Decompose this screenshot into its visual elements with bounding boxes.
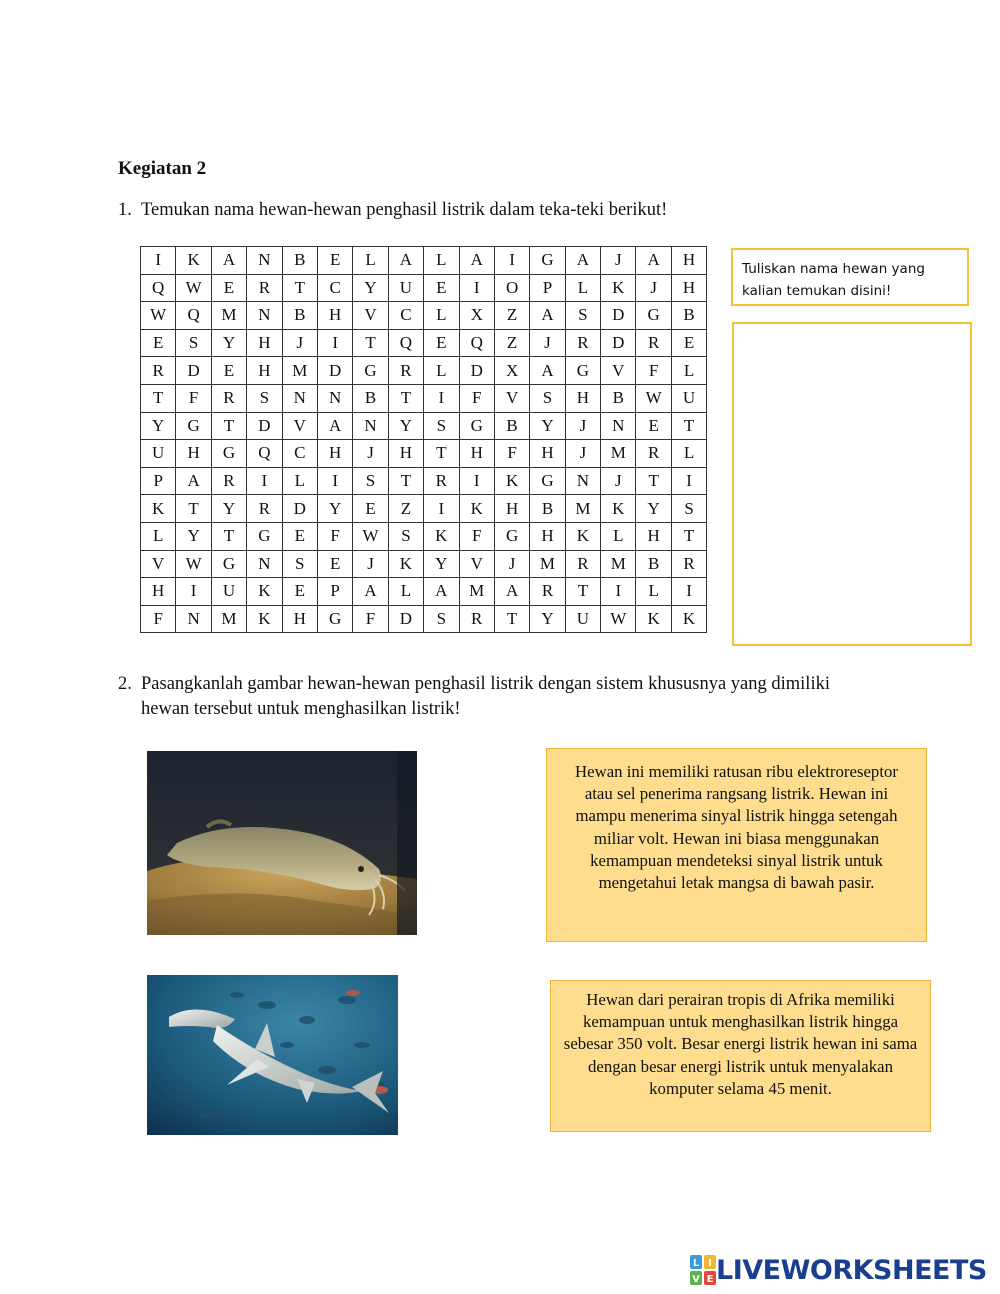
question-2-line2: hewan tersebut untuk menghasilkan listrik! <box>141 699 461 719</box>
grid-cell[interactable]: K <box>565 522 600 550</box>
grid-cell[interactable]: T <box>141 384 176 412</box>
grid-cell[interactable]: H <box>282 605 317 633</box>
grid-cell[interactable]: I <box>247 467 282 495</box>
grid-cell[interactable]: D <box>601 302 636 330</box>
grid-cell[interactable]: W <box>353 522 388 550</box>
grid-cell[interactable]: Y <box>636 495 671 523</box>
grid-cell[interactable]: H <box>494 495 529 523</box>
grid-cell[interactable]: L <box>141 522 176 550</box>
grid-cell[interactable]: E <box>211 357 246 385</box>
grid-cell[interactable]: H <box>176 440 211 468</box>
grid-cell[interactable]: Y <box>211 495 246 523</box>
grid-cell[interactable]: H <box>388 440 423 468</box>
grid-cell[interactable]: Q <box>388 329 423 357</box>
grid-cell[interactable]: L <box>565 274 600 302</box>
grid-cell[interactable]: R <box>636 329 671 357</box>
grid-cell[interactable]: N <box>317 384 352 412</box>
logo-icon-letter: E <box>706 1274 714 1285</box>
grid-cell[interactable]: Y <box>353 274 388 302</box>
grid-cell[interactable]: J <box>601 247 636 275</box>
grid-cell[interactable]: I <box>317 467 352 495</box>
grid-cell[interactable]: H <box>317 440 352 468</box>
grid-cell[interactable]: R <box>459 605 494 633</box>
grid-cell[interactable]: G <box>636 302 671 330</box>
grid-cell[interactable]: T <box>671 522 706 550</box>
grid-cell[interactable]: I <box>671 578 706 606</box>
grid-cell[interactable]: E <box>282 578 317 606</box>
grid-cell[interactable]: N <box>176 605 211 633</box>
grid-cell[interactable]: A <box>424 578 459 606</box>
grid-cell[interactable]: E <box>424 274 459 302</box>
grid-cell[interactable]: N <box>247 247 282 275</box>
grid-cell[interactable]: R <box>247 495 282 523</box>
grid-row <box>141 274 707 302</box>
grid-cell[interactable]: J <box>636 274 671 302</box>
grid-cell[interactable]: Y <box>530 412 565 440</box>
grid-cell[interactable]: A <box>636 247 671 275</box>
grid-cell[interactable]: O <box>494 274 529 302</box>
grid-cell[interactable]: D <box>459 357 494 385</box>
grid-cell[interactable]: H <box>671 247 706 275</box>
question-2-line1: Pasangkanlah gambar hewan-hewan penghasil listrik dengan sistem khususnya yang dimiliki <box>141 674 830 694</box>
grid-cell[interactable]: H <box>530 440 565 468</box>
grid-cell[interactable]: S <box>565 302 600 330</box>
grid-cell[interactable]: G <box>530 247 565 275</box>
grid-cell[interactable]: G <box>211 440 246 468</box>
grid-cell[interactable]: D <box>282 495 317 523</box>
grid-cell[interactable]: W <box>176 274 211 302</box>
grid-cell[interactable]: Q <box>459 329 494 357</box>
grid-cell[interactable]: M <box>601 440 636 468</box>
answer-prompt: Tuliskan nama hewan yang kalian temukan disini! <box>731 248 969 306</box>
grid-cell[interactable]: E <box>211 274 246 302</box>
grid-cell[interactable]: T <box>211 522 246 550</box>
grid-cell[interactable]: A <box>176 467 211 495</box>
word-search-grid <box>140 246 707 633</box>
grid-cell[interactable]: B <box>671 302 706 330</box>
grid-cell[interactable]: I <box>424 384 459 412</box>
grid-cell[interactable]: P <box>317 578 352 606</box>
grid-cell[interactable]: G <box>176 412 211 440</box>
grid-cell[interactable]: V <box>141 550 176 578</box>
grid-cell[interactable]: S <box>530 384 565 412</box>
grid-cell[interactable]: G <box>530 467 565 495</box>
grid-cell[interactable]: G <box>317 605 352 633</box>
grid-cell[interactable]: V <box>459 550 494 578</box>
grid-cell[interactable]: H <box>317 302 352 330</box>
question-2-number: 2. <box>118 674 132 694</box>
grid-cell[interactable]: I <box>671 467 706 495</box>
grid-cell[interactable]: R <box>636 440 671 468</box>
grid-cell[interactable]: M <box>601 550 636 578</box>
grid-cell[interactable]: L <box>388 578 423 606</box>
grid-cell[interactable]: H <box>530 522 565 550</box>
logo-icon-letter: L <box>692 1258 700 1269</box>
question-1-text: Temukan nama hewan-hewan penghasil listrik dalam teka-teki berikut! <box>141 200 668 220</box>
grid-cell[interactable]: F <box>176 384 211 412</box>
grid-cell[interactable]: R <box>424 467 459 495</box>
grid-cell[interactable]: I <box>459 274 494 302</box>
grid-cell[interactable]: A <box>388 247 423 275</box>
grid-cell[interactable]: K <box>601 495 636 523</box>
grid-cell[interactable]: K <box>459 495 494 523</box>
grid-cell[interactable]: V <box>601 357 636 385</box>
grid-cell[interactable]: U <box>211 578 246 606</box>
grid-cell[interactable]: R <box>211 467 246 495</box>
grid-cell[interactable]: H <box>141 578 176 606</box>
grid-cell[interactable]: V <box>282 412 317 440</box>
liveworksheets-logo-icon <box>690 1255 716 1285</box>
grid-cell[interactable]: C <box>388 302 423 330</box>
answer-input-box[interactable] <box>732 322 972 646</box>
grid-cell[interactable]: U <box>141 440 176 468</box>
grid-cell[interactable]: F <box>141 605 176 633</box>
grid-cell[interactable]: K <box>636 605 671 633</box>
grid-cell[interactable]: I <box>459 467 494 495</box>
grid-cell[interactable]: P <box>141 467 176 495</box>
grid-cell[interactable]: K <box>176 247 211 275</box>
grid-cell[interactable]: R <box>565 329 600 357</box>
grid-cell[interactable]: V <box>353 302 388 330</box>
grid-cell[interactable]: E <box>317 247 352 275</box>
grid-cell[interactable]: Y <box>388 412 423 440</box>
grid-cell[interactable]: K <box>247 605 282 633</box>
grid-row <box>141 440 707 468</box>
grid-cell[interactable]: K <box>671 605 706 633</box>
grid-cell[interactable]: T <box>636 467 671 495</box>
grid-cell[interactable]: Q <box>247 440 282 468</box>
grid-cell[interactable]: K <box>601 274 636 302</box>
grid-cell[interactable]: L <box>353 247 388 275</box>
grid-cell[interactable]: G <box>211 550 246 578</box>
grid-cell[interactable]: E <box>636 412 671 440</box>
grid-row <box>141 384 707 412</box>
grid-cell[interactable]: C <box>317 274 352 302</box>
grid-cell[interactable]: T <box>565 578 600 606</box>
grid-cell[interactable]: S <box>353 467 388 495</box>
grid-cell[interactable]: D <box>176 357 211 385</box>
grid-cell[interactable]: Z <box>494 329 529 357</box>
grid-cell[interactable]: E <box>317 550 352 578</box>
grid-cell[interactable]: M <box>211 302 246 330</box>
grid-cell[interactable]: G <box>565 357 600 385</box>
info-box-electric-fish[interactable]: Hewan dari perairan tropis di Afrika memiliki kemampuan untuk menghasilkan listrik hingga sebesar 350 volt. Besar energi listrik hewan ini sama dengan besar energi listrik untuk menyalakan komputer selama 45 menit. <box>550 980 931 1132</box>
grid-cell[interactable]: M <box>530 550 565 578</box>
grid-cell[interactable]: N <box>247 550 282 578</box>
grid-cell[interactable]: N <box>601 412 636 440</box>
grid-cell[interactable]: M <box>211 605 246 633</box>
grid-row <box>141 357 707 385</box>
grid-cell[interactable]: I <box>494 247 529 275</box>
info-box-catfish[interactable]: Hewan ini memiliki ratusan ribu elektroreseptor atau sel penerima rangsang listrik. Hewan ini mampu menerima sinyal listrik hingga setengah miliar volt. Hewan ini biasa menggunakan kemampuan mendeteksi sinyal listrik untuk mengetahui letak mangsa di bawah pasir. <box>546 748 927 942</box>
grid-cell[interactable]: T <box>494 605 529 633</box>
grid-cell[interactable]: F <box>636 357 671 385</box>
grid-cell[interactable]: S <box>424 605 459 633</box>
grid-cell[interactable]: H <box>459 440 494 468</box>
logo-icon-letter: V <box>692 1274 700 1285</box>
grid-cell[interactable]: K <box>424 522 459 550</box>
grid-cell[interactable]: W <box>141 302 176 330</box>
grid-cell[interactable]: C <box>282 440 317 468</box>
grid-cell[interactable]: Y <box>176 522 211 550</box>
grid-cell[interactable]: E <box>282 522 317 550</box>
grid-cell[interactable]: A <box>211 247 246 275</box>
hammerhead-shark-photo[interactable] <box>147 975 398 1135</box>
grid-cell[interactable]: L <box>601 522 636 550</box>
activity-heading: Kegiatan 2 <box>118 158 207 179</box>
grid-cell[interactable]: H <box>247 357 282 385</box>
grid-cell[interactable]: Y <box>317 495 352 523</box>
grid-cell[interactable]: G <box>494 522 529 550</box>
grid-cell[interactable]: U <box>671 384 706 412</box>
grid-cell[interactable]: D <box>247 412 282 440</box>
grid-cell[interactable]: J <box>565 440 600 468</box>
grid-cell[interactable]: U <box>565 605 600 633</box>
grid-cell[interactable]: I <box>176 578 211 606</box>
grid-cell[interactable]: A <box>530 302 565 330</box>
grid-cell[interactable]: H <box>247 329 282 357</box>
grid-cell[interactable]: A <box>317 412 352 440</box>
grid-cell[interactable]: X <box>459 302 494 330</box>
grid-cell[interactable]: A <box>353 578 388 606</box>
grid-cell[interactable]: Z <box>388 495 423 523</box>
grid-cell[interactable]: K <box>141 495 176 523</box>
grid-row <box>141 302 707 330</box>
grid-cell[interactable]: U <box>388 274 423 302</box>
grid-cell[interactable]: J <box>282 329 317 357</box>
liveworksheets-logo <box>690 1252 987 1288</box>
grid-cell[interactable]: J <box>530 329 565 357</box>
grid-cell[interactable]: B <box>601 384 636 412</box>
grid-cell[interactable]: G <box>247 522 282 550</box>
grid-cell[interactable]: G <box>353 357 388 385</box>
grid-cell[interactable]: B <box>636 550 671 578</box>
grid-cell[interactable]: L <box>671 440 706 468</box>
grid-cell[interactable]: K <box>247 578 282 606</box>
grid-cell[interactable]: I <box>601 578 636 606</box>
grid-cell[interactable]: S <box>282 550 317 578</box>
grid-cell[interactable]: A <box>459 247 494 275</box>
grid-row <box>141 522 707 550</box>
grid-cell[interactable]: S <box>424 412 459 440</box>
grid-cell[interactable]: J <box>601 467 636 495</box>
grid-cell[interactable]: L <box>671 357 706 385</box>
grid-cell[interactable]: B <box>282 302 317 330</box>
grid-cell[interactable]: T <box>671 412 706 440</box>
grid-cell[interactable]: F <box>494 440 529 468</box>
grid-cell[interactable]: A <box>530 357 565 385</box>
grid-cell[interactable]: Y <box>141 412 176 440</box>
grid-cell[interactable]: K <box>388 550 423 578</box>
grid-cell[interactable]: T <box>176 495 211 523</box>
logo-icon-letter: I <box>708 1258 712 1269</box>
grid-cell[interactable]: I <box>317 329 352 357</box>
grid-cell[interactable]: R <box>211 384 246 412</box>
grid-cell[interactable]: F <box>459 384 494 412</box>
grid-cell[interactable]: H <box>671 274 706 302</box>
grid-cell[interactable]: E <box>141 329 176 357</box>
grid-cell[interactable]: B <box>494 412 529 440</box>
grid-cell[interactable]: M <box>565 495 600 523</box>
grid-cell[interactable]: S <box>176 329 211 357</box>
grid-cell[interactable]: N <box>247 302 282 330</box>
grid-cell[interactable]: E <box>424 329 459 357</box>
grid-cell[interactable]: R <box>530 578 565 606</box>
grid-cell[interactable]: E <box>353 495 388 523</box>
grid-cell[interactable]: W <box>176 550 211 578</box>
grid-cell[interactable]: R <box>247 274 282 302</box>
grid-cell[interactable]: F <box>317 522 352 550</box>
grid-cell[interactable]: Y <box>211 329 246 357</box>
grid-cell[interactable]: S <box>388 522 423 550</box>
grid-cell[interactable]: Y <box>530 605 565 633</box>
grid-cell[interactable]: L <box>424 247 459 275</box>
grid-cell[interactable]: T <box>388 384 423 412</box>
grid-cell[interactable]: D <box>388 605 423 633</box>
grid-cell[interactable]: A <box>565 247 600 275</box>
question-2 <box>118 672 918 722</box>
grid-cell[interactable]: F <box>353 605 388 633</box>
grid-cell[interactable]: J <box>353 440 388 468</box>
grid-cell[interactable]: V <box>494 384 529 412</box>
grid-cell[interactable]: J <box>494 550 529 578</box>
grid-cell[interactable]: I <box>141 247 176 275</box>
grid-cell[interactable]: T <box>353 329 388 357</box>
grid-row <box>141 412 707 440</box>
grid-cell[interactable]: Q <box>176 302 211 330</box>
grid-cell[interactable]: R <box>671 550 706 578</box>
grid-cell[interactable]: P <box>530 274 565 302</box>
grid-cell[interactable]: F <box>459 522 494 550</box>
grid-row <box>141 329 707 357</box>
grid-cell[interactable]: T <box>424 440 459 468</box>
grid-cell[interactable]: M <box>459 578 494 606</box>
grid-cell[interactable]: R <box>141 357 176 385</box>
grid-cell[interactable]: B <box>282 247 317 275</box>
grid-cell[interactable]: R <box>565 550 600 578</box>
grid-cell[interactable]: L <box>424 357 459 385</box>
grid-cell[interactable]: Z <box>494 302 529 330</box>
grid-cell[interactable]: B <box>530 495 565 523</box>
grid-cell[interactable]: L <box>636 578 671 606</box>
grid-cell[interactable]: H <box>565 384 600 412</box>
grid-row <box>141 467 707 495</box>
grid-row <box>141 578 707 606</box>
grid-cell[interactable]: L <box>282 467 317 495</box>
question-1-number: 1. <box>118 200 132 220</box>
grid-cell[interactable]: X <box>494 357 529 385</box>
catfish-photo[interactable] <box>147 751 417 935</box>
grid-cell[interactable]: N <box>353 412 388 440</box>
grid-cell[interactable]: T <box>282 274 317 302</box>
grid-cell[interactable]: W <box>636 384 671 412</box>
grid-cell[interactable]: N <box>565 467 600 495</box>
grid-row <box>141 495 707 523</box>
grid-cell[interactable]: D <box>317 357 352 385</box>
grid-cell[interactable]: M <box>282 357 317 385</box>
grid-cell[interactable]: E <box>671 329 706 357</box>
grid-cell[interactable]: B <box>353 384 388 412</box>
grid-cell[interactable]: T <box>211 412 246 440</box>
grid-cell[interactable]: H <box>636 522 671 550</box>
question-1 <box>118 198 667 223</box>
grid-cell[interactable]: G <box>459 412 494 440</box>
grid-cell[interactable]: I <box>424 495 459 523</box>
grid-row <box>141 247 707 275</box>
grid-cell[interactable]: N <box>282 384 317 412</box>
grid-cell[interactable]: T <box>388 467 423 495</box>
grid-cell[interactable]: J <box>353 550 388 578</box>
grid-cell[interactable]: S <box>671 495 706 523</box>
grid-row <box>141 605 707 633</box>
grid-cell[interactable]: L <box>424 302 459 330</box>
grid-cell[interactable]: J <box>565 412 600 440</box>
grid-cell[interactable]: Q <box>141 274 176 302</box>
grid-cell[interactable]: D <box>601 329 636 357</box>
grid-cell[interactable]: Y <box>424 550 459 578</box>
grid-row <box>141 550 707 578</box>
grid-cell[interactable]: K <box>494 467 529 495</box>
grid-cell[interactable]: S <box>247 384 282 412</box>
grid-cell[interactable]: R <box>388 357 423 385</box>
liveworksheets-logo-text: LIVEWORKSHEETS <box>716 1254 987 1286</box>
grid-cell[interactable]: A <box>494 578 529 606</box>
grid-cell[interactable]: W <box>601 605 636 633</box>
